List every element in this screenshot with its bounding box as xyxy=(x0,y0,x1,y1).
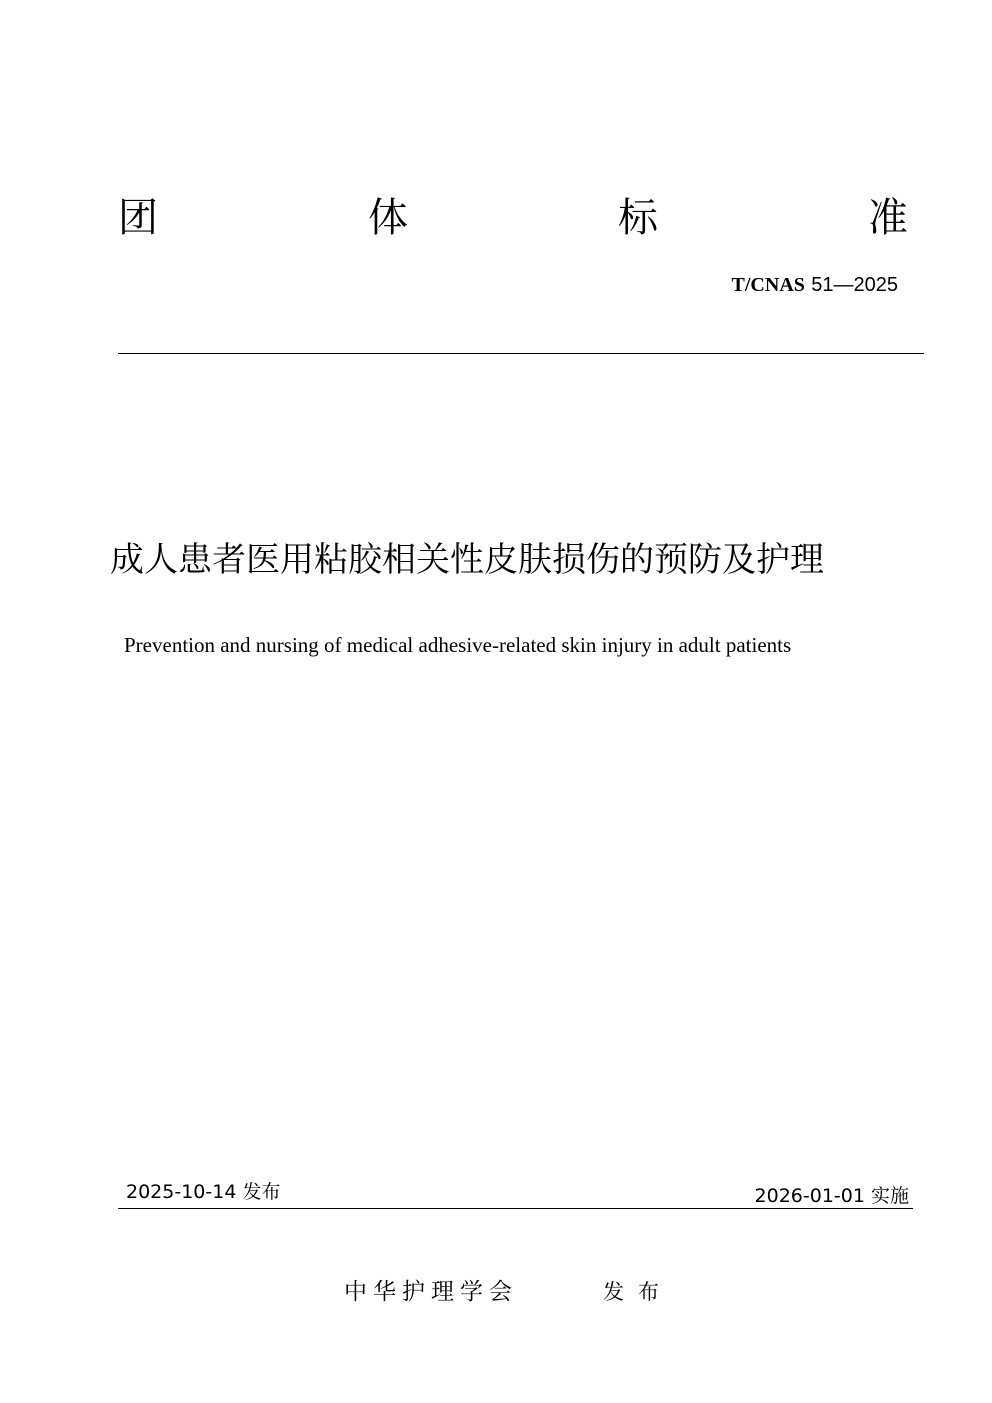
standard-type-char: 体 xyxy=(368,195,408,241)
standard-code xyxy=(732,270,898,299)
document-title-english: Prevention and nursing of medical adhesive-related skin injury in adult patients xyxy=(124,633,792,657)
standard-type-char: 准 xyxy=(868,195,908,241)
standard-type-char: 团 xyxy=(118,195,158,241)
dates-row xyxy=(118,1178,913,1209)
publisher-name: 中华护理学会 xyxy=(344,1279,518,1305)
top-divider xyxy=(118,353,924,354)
document-title-chinese: 成人患者医用粘胶相关性皮肤损伤的预防及护理 xyxy=(110,540,824,580)
publisher-row xyxy=(0,1274,992,1310)
standard-type-char: 标 xyxy=(618,195,658,241)
effective-date: 2026-01-01 实施 xyxy=(754,1185,909,1207)
standard-code-prefix: T/CNAS xyxy=(731,274,805,296)
publish-label: 发布 xyxy=(603,1280,673,1304)
standard-type-heading xyxy=(118,190,908,246)
standard-code-number: 51—2025 xyxy=(811,274,898,296)
issue-date: 2025-10-14 发布 xyxy=(126,1181,281,1203)
